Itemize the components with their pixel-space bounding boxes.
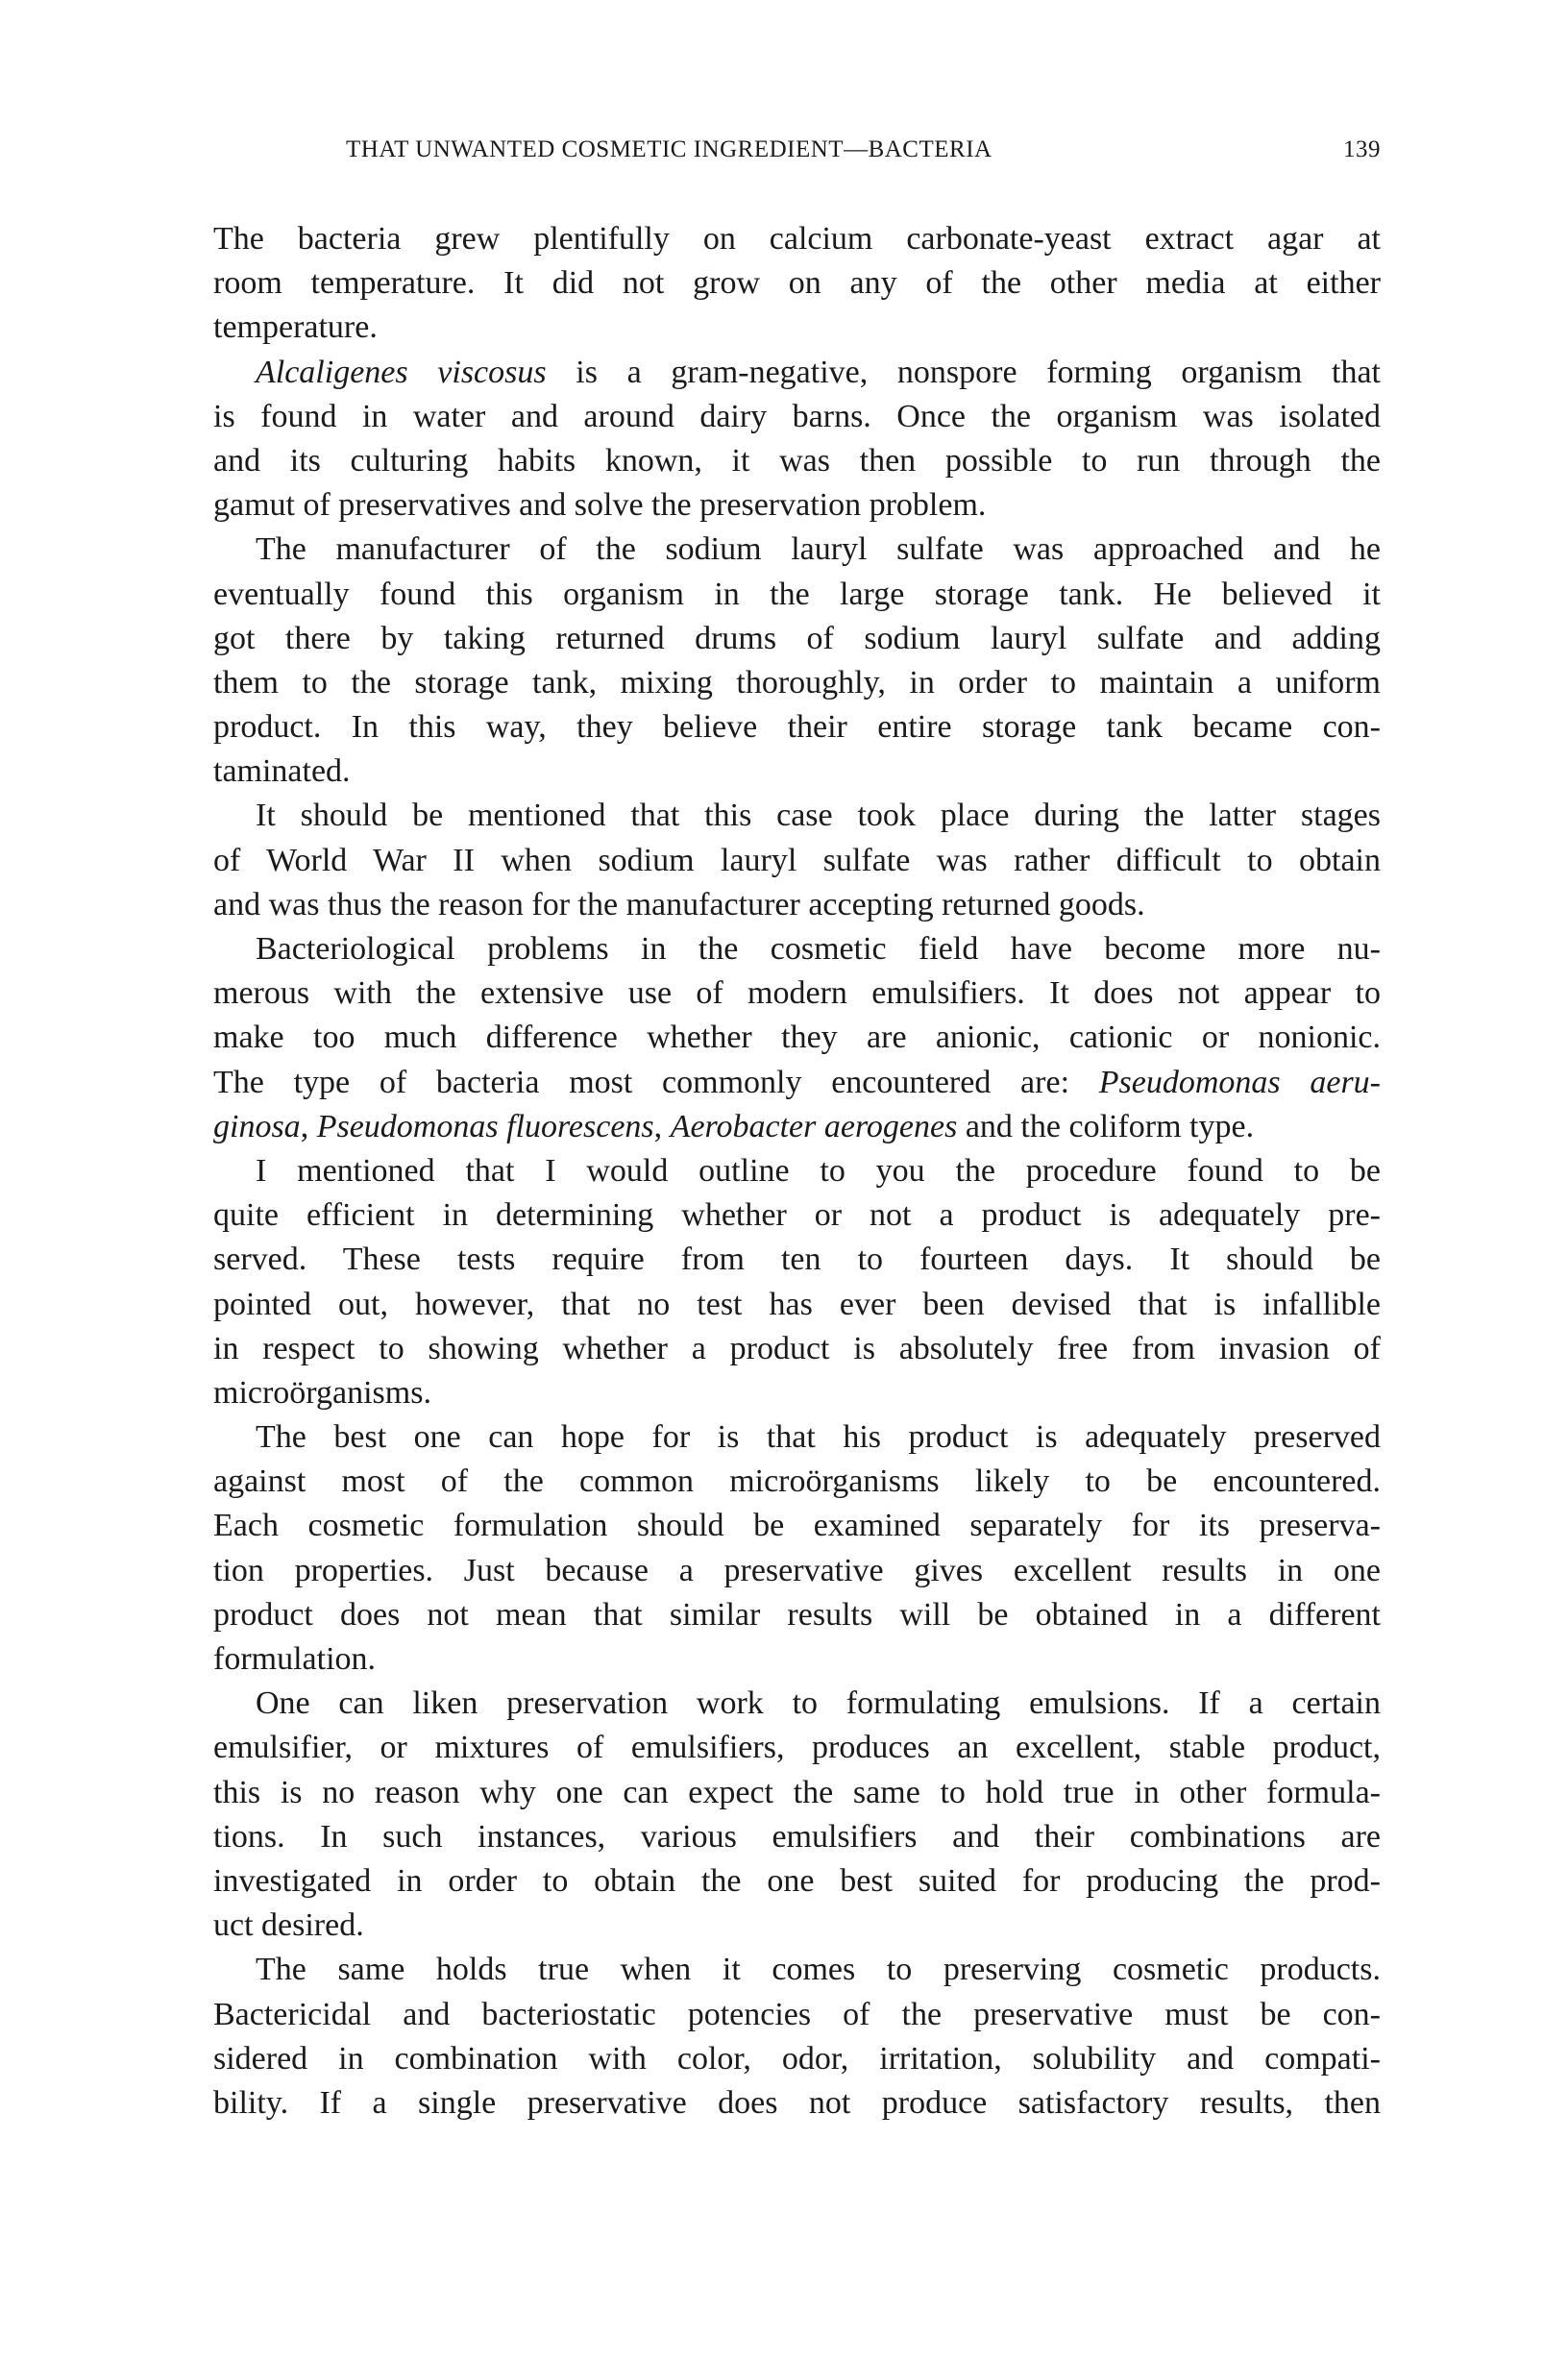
text-segment: this is no reason why one can expect the same to hold true in other formula- [213, 1774, 1381, 1810]
text-segment: got there by taking returned drums of sodium lauryl sulfate and adding [213, 620, 1381, 656]
text-line [213, 971, 1381, 1016]
text-line [213, 1726, 1381, 1770]
text-line [213, 794, 1381, 838]
text-segment: , [653, 1108, 671, 1144]
italic-text: Pseudomonas fluorescens [316, 1108, 654, 1144]
text-line [213, 573, 1381, 617]
text-line [213, 1016, 1381, 1060]
text-segment: product. In this way, they believe their entire storage tank became con- [213, 709, 1381, 746]
text-segment: It should be mentioned that this case took place during the latter stages [256, 798, 1381, 834]
text-segment: merous with the extensive use of modern emulsifiers. It does not appear to [213, 975, 1381, 1012]
text-line [213, 1283, 1381, 1327]
text-segment: and the coliform type. [957, 1108, 1255, 1144]
text-line [213, 1460, 1381, 1504]
text-segment: tion properties. Just because a preservative gives excellent results in one [213, 1552, 1381, 1588]
text-segment: quite efficient in determining whether or not a product is adequately pre- [213, 1197, 1381, 1234]
text-segment: formulation. [213, 1641, 377, 1677]
text-line [213, 395, 1381, 439]
text-line [213, 1105, 1381, 1149]
text-segment: room temperature. It did not grow on any of the other media at either [213, 265, 1381, 302]
text-line [213, 483, 1381, 528]
text-line [213, 351, 1381, 395]
text-segment: pointed out, however, that no test has ever been devised that is infallible [213, 1286, 1381, 1322]
text-segment: The type of bacteria most commonly encountered are: [213, 1064, 1099, 1100]
text-line [213, 2081, 1381, 2126]
text-segment: eventually found this organism in the large storage tank. He believed it [213, 576, 1381, 612]
text-segment: product does not mean that similar results will be obtained in a different [213, 1596, 1381, 1633]
paragraph [213, 217, 1381, 351]
text-line [213, 1149, 1381, 1193]
text-line [213, 1238, 1381, 1282]
text-segment: Bacteriological problems in the cosmetic field have become more nu- [256, 931, 1381, 967]
text-segment: bility. If a single preservative does not produce satisfactory results, then [213, 2084, 1381, 2121]
text-line [213, 1771, 1381, 1815]
italic-text: ginosa [213, 1108, 301, 1144]
body-text [213, 217, 1381, 2126]
text-line [213, 1371, 1381, 1415]
text-segment: The best one can hope for is that his product is adequately preserved [256, 1419, 1381, 1456]
paragraph [213, 794, 1381, 927]
text-line [213, 1682, 1381, 1726]
text-line [213, 617, 1381, 661]
text-segment: of World War II when sodium lauryl sulfate was rather difficult to obtain [213, 842, 1381, 878]
running-header [213, 136, 1381, 175]
text-line [213, 1193, 1381, 1238]
text-segment: gamut of preservatives and solve the preservation problem. [213, 487, 987, 524]
running-title: THAT UNWANTED COSMETIC INGREDIENT—BACTERIA [346, 136, 992, 162]
text-segment: taminated. [213, 753, 351, 790]
text-line [213, 1948, 1381, 1992]
text-segment: Each cosmetic formulation should be examined separately for its preserva- [213, 1508, 1381, 1544]
text-line [213, 439, 1381, 483]
text-line [213, 306, 1381, 350]
text-line [213, 1327, 1381, 1371]
paragraph [213, 927, 1381, 1149]
text-segment: investigated in order to obtain the one best suited for producing the prod- [213, 1862, 1381, 1899]
text-segment: and was thus the reason for the manufacturer accepting returned goods. [213, 886, 1145, 922]
text-line [213, 1549, 1381, 1593]
text-line [213, 1504, 1381, 1548]
paragraph [213, 351, 1381, 529]
italic-text: Alcaligenes viscosus [256, 354, 547, 390]
text-line [213, 528, 1381, 572]
text-segment: and its culturing habits known, it was then possible to run through the [213, 442, 1381, 479]
paragraph [213, 1415, 1381, 1682]
paragraph [213, 1149, 1381, 1415]
italic-text: Aerobacter aerogenes [670, 1108, 958, 1144]
text-line [213, 217, 1381, 261]
text-line [213, 1904, 1381, 1948]
text-segment: them to the storage tank, mixing thoroughly, in order to maintain a uniform [213, 664, 1381, 701]
text-segment: uct desired. [213, 1907, 364, 1944]
text-segment: The bacteria grew plentifully on calcium carbonate-yeast extract agar at [213, 221, 1381, 257]
text-segment: make too much difference whether they are anionic, cationic or nonionic. [213, 1020, 1381, 1056]
text-segment: One can liken preservation work to formulating emulsions. If a certain [256, 1685, 1381, 1722]
text-segment: The same holds true when it comes to preserving cosmetic products. [256, 1952, 1381, 1988]
text-segment: microörganisms. [213, 1374, 431, 1411]
text-line [213, 1815, 1381, 1859]
italic-text: Pseudomonas aeru- [1098, 1064, 1381, 1100]
paragraph [213, 1682, 1381, 1948]
text-line [213, 883, 1381, 927]
text-line [213, 1637, 1381, 1682]
text-segment: is found in water and around dairy barns. Once the organism was isolated [213, 398, 1381, 434]
text-line [213, 1415, 1381, 1460]
text-line [213, 1993, 1381, 2037]
text-segment: emulsifier, or mixtures of emulsifiers, produces an excellent, stable product, [213, 1730, 1381, 1766]
text-line [213, 661, 1381, 705]
text-segment: , [300, 1108, 317, 1144]
text-segment: is a gram-negative, nonspore forming organism that [546, 354, 1381, 390]
text-segment: The manufacturer of the sodium lauryl sulfate was approached and he [256, 531, 1381, 568]
paragraph [213, 1948, 1381, 2126]
text-segment: I mentioned that I would outline to you the procedure found to be [256, 1152, 1381, 1189]
text-segment: tions. In such instances, various emulsifiers and their combinations are [213, 1818, 1381, 1855]
text-line [213, 1593, 1381, 1637]
text-segment: in respect to showing whether a product is absolutely free from invasion of [213, 1330, 1381, 1366]
paragraph [213, 528, 1381, 794]
text-line [213, 1859, 1381, 1904]
page-number: 139 [1343, 136, 1381, 162]
text-segment: sidered in combination with color, odor, irritation, solubility and compati- [213, 2040, 1381, 2077]
text-line [213, 839, 1381, 883]
text-line [213, 750, 1381, 794]
text-segment: Bactericidal and bacteriostatic potencies of the preservative must be con- [213, 1996, 1381, 2032]
text-line [213, 705, 1381, 750]
text-line [213, 927, 1381, 971]
text-line [213, 2037, 1381, 2081]
text-segment: temperature. [213, 309, 378, 346]
text-segment: against most of the common microörganisms likely to be encountered. [213, 1463, 1381, 1500]
text-line [213, 1061, 1381, 1105]
text-segment: served. These tests require from ten to fourteen days. It should be [213, 1241, 1381, 1278]
text-line [213, 261, 1381, 306]
